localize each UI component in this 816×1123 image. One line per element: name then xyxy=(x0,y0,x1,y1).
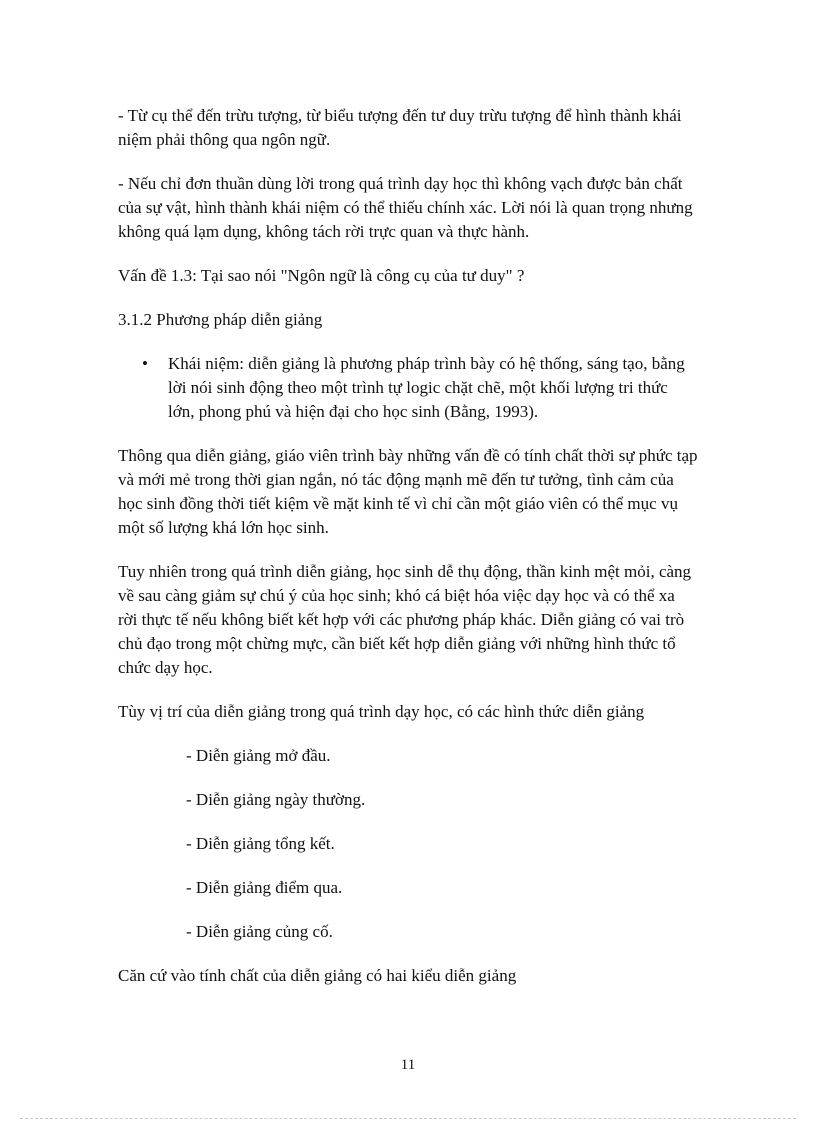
concept-definition: Khái niệm: diễn giảng là phương pháp trình bày có hệ thống, sáng tạo, bằng lời nói sinh động theo một trình tự logic chặt chẽ, một khối lượng tri thức lớn, phong phú và hiện đại cho học sinh (Bằng, 1993). xyxy=(168,354,685,421)
forms-list xyxy=(118,744,698,944)
section-heading: 3.1.2 Phương pháp diễn giảng xyxy=(118,310,323,329)
form-item: - Diễn giảng điểm qua. xyxy=(186,878,343,897)
form-item: - Diễn giảng củng cố. xyxy=(186,922,333,941)
paragraph-forms-intro: Tùy vị trí của diễn giảng trong quá trình dạy học, có các hình thức diễn giảng xyxy=(118,702,645,721)
paragraph-concrete-to-abstract: - Từ cụ thể đến trừu tượng, từ biểu tượng đến tư duy trừu tượng để hình thành khái niệm phải thông qua ngôn ngữ. xyxy=(118,106,682,149)
page-content xyxy=(118,104,698,1008)
page-number: 11 xyxy=(400,1057,416,1073)
page-bottom-divider xyxy=(20,1118,796,1119)
form-item: - Diễn giảng mở đầu. xyxy=(186,746,331,765)
paragraph-closing: Căn cứ vào tính chất của diễn giảng có hai kiểu diễn giảng xyxy=(118,966,517,985)
paragraph-words-only: - Nếu chỉ đơn thuần dùng lời trong quá trình dạy học thì không vạch được bản chất của sự vật, hình thành khái niệm có thể thiếu chính xác. Lời nói là quan trọng nhưng không quá lạm dụng, không tách rời trực quan và thực hành. xyxy=(118,174,693,241)
concept-bullet-item xyxy=(118,352,698,424)
question-heading: Vấn đề 1.3: Tại sao nói "Ngôn ngữ là công cụ của tư duy" ? xyxy=(118,266,525,285)
form-item: - Diễn giảng ngày thường. xyxy=(186,790,366,809)
bullet-icon: • xyxy=(142,354,148,373)
form-item: - Diễn giảng tổng kết. xyxy=(186,834,335,853)
concept-bullet-list xyxy=(118,352,698,424)
paragraph-advantages: Thông qua diễn giảng, giáo viên trình bày những vấn đề có tính chất thời sự phức tạp và mới mẻ trong thời gian ngắn, nó tác động mạnh mẽ đến tư tưởng, tình cảm của học sinh đồng thời tiết kiệm về mặt kinh tế vì chỉ cần một giáo viên có thể mục vụ một số lượng khá lớn học sinh. xyxy=(118,446,698,537)
paragraph-disadvantages: Tuy nhiên trong quá trình diễn giảng, học sinh dễ thụ động, thần kinh mệt mỏi, càng về sau càng giảm sự chú ý của học sinh; khó cá biệt hóa việc dạy học và có thể xa rời thực tế nếu không biết kết hợp với các phương pháp khác. Diễn giảng có vai trò chủ đạo trong một chừng mực, cần biết kết hợp diễn giảng với những hình thức tổ chức dạy học. xyxy=(118,562,692,677)
